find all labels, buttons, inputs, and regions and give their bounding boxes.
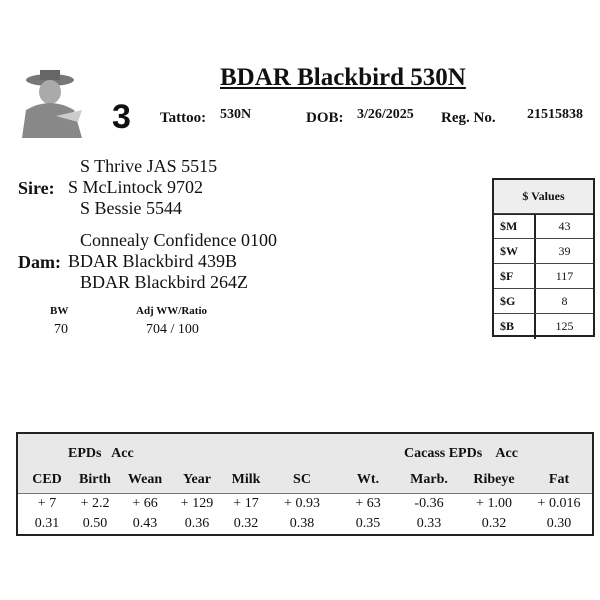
epd-value: + 1.00 xyxy=(476,496,512,511)
epd-column-header: Milk xyxy=(231,472,261,487)
ww-value: 704 / 100 xyxy=(146,322,199,337)
dob-value: 3/26/2025 xyxy=(357,107,414,122)
epd-value: + 66 xyxy=(132,496,158,511)
dollar-value: 8 xyxy=(534,289,593,314)
dollar-value: 43 xyxy=(534,214,593,239)
lot-number: 3 xyxy=(112,98,131,136)
dollar-value-row xyxy=(494,313,593,339)
epd-value: + 0.93 xyxy=(284,496,320,511)
epd-accuracy: 0.38 xyxy=(289,516,315,531)
epd-accuracy: 0.33 xyxy=(416,516,442,531)
epd-value: + 2.2 xyxy=(80,496,110,511)
epd-column-header: Wt. xyxy=(356,472,380,487)
epd-value: + 129 xyxy=(180,496,214,511)
dollar-value-row xyxy=(494,238,593,264)
dollar-value-key: $G xyxy=(500,294,516,308)
dollar-value: 117 xyxy=(534,264,593,289)
epd-accuracy: 0.35 xyxy=(355,516,381,531)
epd-value: + 7 xyxy=(37,496,57,511)
epd-column-header: Wean xyxy=(127,472,163,487)
epd-accuracy: 0.43 xyxy=(132,516,158,531)
epd-accuracy: 0.32 xyxy=(481,516,507,531)
dollar-value-row xyxy=(494,288,593,314)
sire: S McLintock 9702 xyxy=(68,177,203,197)
sire-dam: S Bessie 5544 xyxy=(80,198,183,218)
dollar-value-key: $B xyxy=(500,319,515,333)
reg-value: 21515838 xyxy=(527,107,583,122)
epd-accuracy: 0.30 xyxy=(546,516,572,531)
bw-label: BW xyxy=(50,305,69,317)
epd-accuracy: 0.31 xyxy=(34,516,60,531)
sire-sire: S Thrive JAS 5515 xyxy=(80,156,218,176)
epd-column-header: CED xyxy=(32,472,62,487)
epd-table xyxy=(16,432,594,536)
dob-label: DOB: xyxy=(306,110,344,126)
tattoo-value: 530N xyxy=(220,107,252,122)
logo-cowboy-sketch xyxy=(16,66,88,138)
epd-accuracy: 0.32 xyxy=(233,516,259,531)
dollar-value: 39 xyxy=(534,239,593,264)
epd-column-header: Fat xyxy=(548,472,570,487)
dam-dam: BDAR Blackbird 264Z xyxy=(80,272,248,292)
dollar-value-key: $W xyxy=(500,244,518,258)
dollar-value-row xyxy=(494,263,593,289)
dam: BDAR Blackbird 439B xyxy=(68,251,237,271)
reg-label: Reg. No. xyxy=(441,110,496,126)
animal-name: BDAR Blackbird 530N xyxy=(220,64,466,91)
tattoo-label: Tattoo: xyxy=(160,110,207,126)
epd-column-header: Marb. xyxy=(410,472,448,487)
epd-value: + 17 xyxy=(233,496,259,511)
dam-sire: Connealy Confidence 0100 xyxy=(80,230,277,250)
epd-column-header: SC xyxy=(293,472,311,487)
epd-value: -0.36 xyxy=(414,496,444,511)
dollar-value-row xyxy=(494,213,593,239)
carcass-group-label: Cacass EPDs Acc xyxy=(404,446,518,461)
ww-label: Adj WW/Ratio xyxy=(136,305,207,317)
dollar-values-title: $ Values xyxy=(494,180,593,215)
bw-value: 70 xyxy=(54,322,68,337)
epd-group-label: EPDs Acc xyxy=(68,446,134,461)
epd-value: + 63 xyxy=(355,496,381,511)
epd-accuracy: 0.36 xyxy=(184,516,210,531)
dollar-values-table xyxy=(492,178,595,337)
epd-column-header: Ribeye xyxy=(473,472,515,487)
dollar-value-key: $F xyxy=(500,269,514,283)
dam-label: Dam: xyxy=(18,252,61,272)
epd-accuracy: 0.50 xyxy=(82,516,108,531)
sire-label: Sire: xyxy=(18,178,55,198)
dollar-value: 125 xyxy=(534,314,593,339)
epd-value: + 0.016 xyxy=(537,496,581,511)
epd-column-header: Year xyxy=(183,472,211,487)
epd-column-header: Birth xyxy=(79,472,111,487)
dollar-value-key: $M xyxy=(500,219,518,233)
